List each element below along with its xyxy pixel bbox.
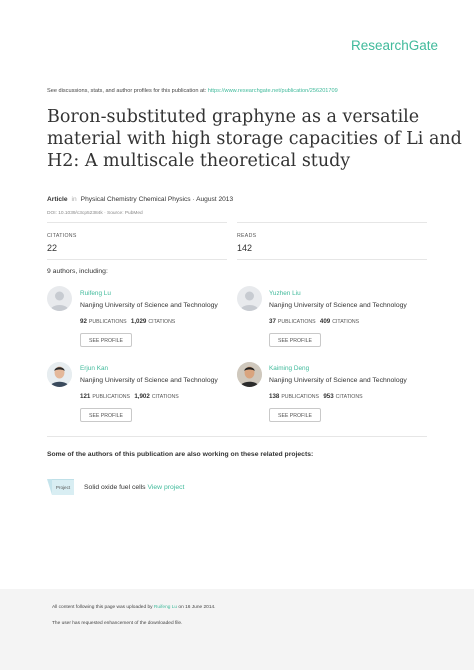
divider (237, 259, 427, 260)
see-profile-button[interactable]: SEE PROFILE (80, 408, 132, 422)
author-card (47, 362, 72, 387)
citations-label: CITATIONS (148, 319, 176, 325)
project-badge: Project (52, 479, 74, 495)
author-affiliation: Nanjing University of Science and Technology (269, 377, 407, 384)
publications-label: PUBLICATIONS (277, 319, 316, 325)
divider (237, 222, 427, 223)
publication-count: 37 (269, 318, 276, 325)
upload-suffix: on 16 June 2014. (177, 605, 216, 610)
citations-label: CITATIONS (335, 394, 363, 400)
publications-label: PUBLICATIONS (92, 394, 130, 400)
title-line: material with high storage capacities of Li and (47, 129, 462, 149)
publications-label: PUBLICATIONS (281, 394, 319, 400)
author-stats (269, 393, 363, 400)
article-type: Article (47, 196, 68, 203)
uploader-link[interactable]: Ruifeng Lu (153, 605, 178, 610)
author-name[interactable]: Ruifeng Lu (80, 290, 111, 297)
author-stats (80, 393, 179, 400)
title-line: H2: A multiscale theoretical study (47, 151, 351, 171)
author-stats (80, 318, 175, 325)
photo-avatar[interactable] (237, 362, 262, 387)
project-item (84, 484, 184, 491)
see-profile-button[interactable]: SEE PROFILE (269, 333, 321, 347)
citations-count: 22 (47, 243, 58, 253)
discussion-text: See discussions, stats, and author profiles for this publication at: (47, 88, 208, 94)
author-name[interactable]: Yuzhen Liu (269, 290, 301, 297)
author-card (237, 362, 262, 387)
authors-heading: 9 authors, including: (47, 268, 108, 275)
author-affiliation: Nanjing University of Science and Technology (269, 302, 407, 309)
meta-separator: in (71, 196, 77, 203)
divider (47, 436, 427, 437)
author-affiliation: Nanjing University of Science and Technology (80, 377, 218, 384)
citations-label: CITATIONS (332, 319, 360, 325)
publication-link[interactable]: https://www.researchgate.net/publication/256201709 (207, 88, 338, 94)
footer (0, 589, 474, 670)
divider (47, 222, 227, 223)
upload-info (52, 605, 216, 610)
researchgate-logo[interactable]: ResearchGate (351, 38, 439, 53)
citation-count: 1,029 (130, 318, 147, 325)
publication-count: 138 (269, 393, 280, 400)
author-card (237, 286, 262, 311)
reads-count: 142 (237, 243, 253, 253)
see-profile-button[interactable]: SEE PROFILE (269, 408, 321, 422)
citations-label: CITATIONS (47, 233, 77, 239)
citation-count: 409 (319, 318, 331, 325)
photo-avatar[interactable] (47, 362, 72, 387)
publication-count: 92 (80, 318, 87, 325)
publications-label: PUBLICATIONS (88, 319, 127, 325)
publication-title (47, 106, 462, 172)
discussion-line (47, 88, 338, 94)
upload-prefix: All content following this page was uploaded by (52, 605, 154, 610)
divider (47, 259, 227, 260)
author-name[interactable]: Erjun Kan (80, 365, 109, 372)
citation-count: 953 (323, 393, 334, 400)
citations-label: CITATIONS (151, 394, 179, 400)
publication-meta (47, 196, 233, 203)
enhancement-note: The user has requested enhancement of the downloaded file. (52, 621, 183, 626)
see-profile-button[interactable]: SEE PROFILE (80, 333, 132, 347)
author-card (47, 286, 72, 311)
blank-avatar[interactable] (47, 286, 72, 311)
author-affiliation: Nanjing University of Science and Technology (80, 302, 218, 309)
author-name[interactable]: Kaiming Deng (269, 365, 310, 372)
publication-count: 121 (80, 393, 91, 400)
author-stats (269, 318, 359, 325)
blank-avatar[interactable] (237, 286, 262, 311)
related-projects-heading: Some of the authors of this publication are also working on these related projects: (47, 451, 314, 458)
doi-line: DOI: 10.1039/c3cp52384k · Source: PubMed (47, 211, 143, 216)
reads-label: READS (237, 233, 257, 239)
citation-count: 1,902 (134, 393, 150, 400)
title-line: Boron-substituted graphyne as a versatile (47, 107, 420, 127)
journal-name[interactable]: Physical Chemistry Chemical Physics · August 2013 (80, 196, 234, 203)
view-project-link[interactable]: View project (147, 484, 185, 491)
project-name: Solid oxide fuel cells (84, 484, 146, 491)
